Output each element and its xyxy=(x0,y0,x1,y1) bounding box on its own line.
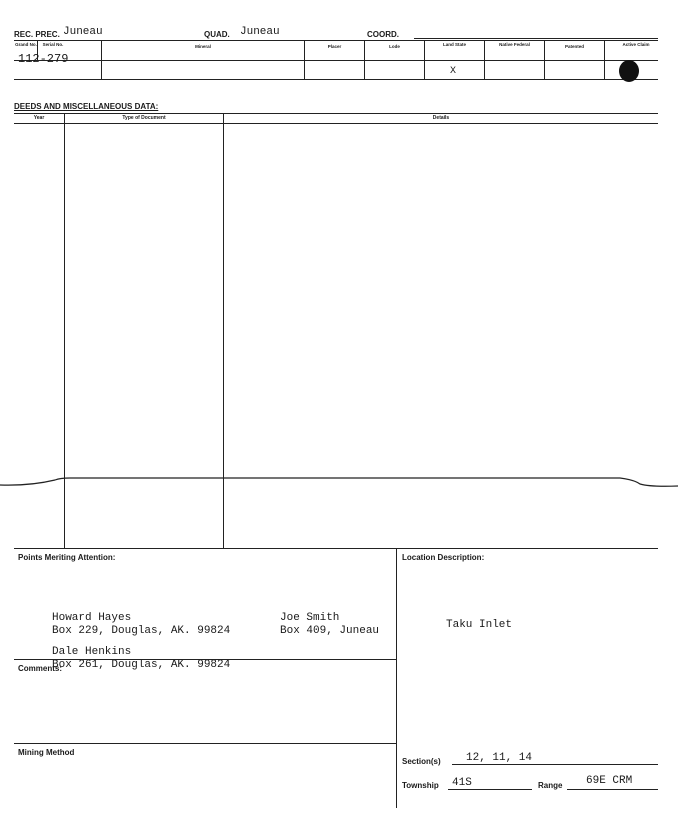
col-active-claim: Active Claim xyxy=(622,42,650,47)
col-mineral: Mineral xyxy=(195,44,211,49)
lower-col-divider xyxy=(396,548,397,808)
sections-line xyxy=(452,764,658,765)
col-document-type: Type of Document xyxy=(122,115,166,121)
col-lode: Lode xyxy=(389,44,400,49)
col-year: Year xyxy=(33,115,45,121)
col-details: Details xyxy=(432,115,450,121)
rec-prec-value: Juneau xyxy=(63,26,103,38)
contact-name: Dale Henkins xyxy=(52,646,132,658)
active-claim-dot xyxy=(619,60,639,82)
deeds-title: DEEDS AND MISCELLANEOUS DATA: xyxy=(14,102,159,111)
claim-table-bottom xyxy=(14,79,658,80)
points-label: Points Meriting Attention: xyxy=(18,553,116,562)
coord-line xyxy=(414,38,658,39)
col-native-federal: Native Federal xyxy=(499,42,530,47)
comments-divider xyxy=(14,659,396,660)
col-serial-no: Serial No. xyxy=(42,42,64,47)
township-value: 41S xyxy=(452,777,472,789)
col-land-state: Land State xyxy=(442,42,466,47)
contact-address: Box 409, Juneau xyxy=(280,625,380,637)
contact-name: Joe Smith xyxy=(280,612,340,624)
deeds-table-top xyxy=(14,113,658,114)
land-state-mark: X xyxy=(450,66,457,77)
range-value: 69E CRM xyxy=(586,775,633,787)
contact-address: Box 229, Douglas, AK. 99824 xyxy=(52,625,231,637)
wavy-divider xyxy=(0,470,678,500)
contact-address: Box 261, Douglas, AK. 99824 xyxy=(52,659,231,671)
contact-name: Howard Hayes xyxy=(52,612,132,624)
range-label: Range xyxy=(538,781,563,790)
claim-col-divider xyxy=(604,40,605,79)
rec-prec-label: REC. PREC. xyxy=(14,30,60,39)
sections-label: Section(s) xyxy=(402,757,441,766)
quad-value: Juneau xyxy=(240,26,280,38)
comments-label: Comments: xyxy=(18,664,63,673)
mining-method-label: Mining Method xyxy=(18,748,75,757)
col-placer: Placer xyxy=(327,44,342,49)
sections-value: 12, 11, 14 xyxy=(466,752,533,764)
claim-table-top xyxy=(14,40,658,41)
mining-divider xyxy=(14,743,396,744)
range-line xyxy=(567,789,658,790)
location-description-label: Location Description: xyxy=(402,553,485,562)
lower-section-top xyxy=(14,548,658,549)
col-grand-no: Grand No. xyxy=(15,42,37,47)
col-patented: Patented xyxy=(564,44,584,49)
quad-label: QUAD. xyxy=(204,30,230,39)
deeds-header-bottom xyxy=(14,123,658,124)
township-line xyxy=(448,789,532,790)
location-description-value: Taku Inlet xyxy=(446,619,513,631)
claim-table-mid xyxy=(14,60,658,61)
township-label: Township xyxy=(402,781,439,790)
serial-number-value: 112-279 xyxy=(18,52,69,66)
coord-label: COORD. xyxy=(367,30,399,39)
